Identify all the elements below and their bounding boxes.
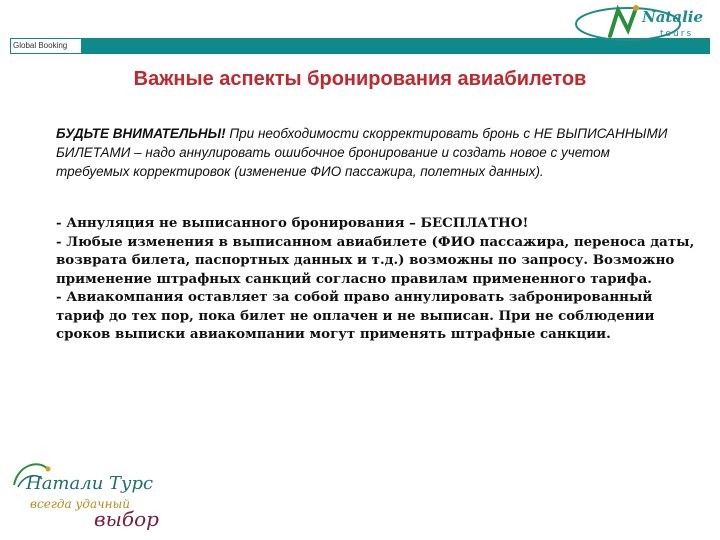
logo-line3: выбор — [94, 507, 159, 531]
page-title: Важные аспекты бронирования авиабилетов — [133, 68, 587, 90]
body-line-changes: - Любые изменения в выписанном авиабилете (ФИО пассажира, переноса даты, возврата билета, паспортных данных и т.д.) возможны по запросу. Возможно применение штрафных санкций согласно правилам примененного тарифа. — [56, 233, 695, 287]
logo-line2: всегда удачный — [30, 497, 131, 511]
logo-brand-sub: tours — [660, 29, 694, 39]
natalie-tours-logo — [570, 0, 710, 44]
header-label: Global Booking — [10, 38, 82, 54]
body-line-cancellation: - Аннуляция не выписанного бронирования – БЕСПЛАТНО! — [56, 215, 529, 231]
warning-lead: БУДЬТЕ ВНИМАТЕЛЬНЫ! — [56, 126, 226, 141]
natali-tours-logo — [8, 455, 208, 535]
body-line-airline-rights: - Авиакомпания оставляет за собой право аннулировать забронированный тариф до тех пор, пока билет не оплачен и не выписан. При не соблюдении сроков выписки авиакомпании могут применять штрафные санкции. — [56, 289, 655, 342]
logo-brand-name: Natalie — [642, 8, 704, 26]
warning-paragraph — [56, 124, 676, 181]
body-text — [56, 214, 696, 344]
logo-line1: Натали Турс — [26, 473, 154, 494]
warning-text: При необходимости скорректировать бронь с НЕ ВЫПИСАННЫМИ БИЛЕТАМИ – надо аннулировать ошибочное бронирование и создать новое с учетом требуемых корректировок (изменение ФИО пассажира, полетных данных). — [56, 126, 668, 179]
